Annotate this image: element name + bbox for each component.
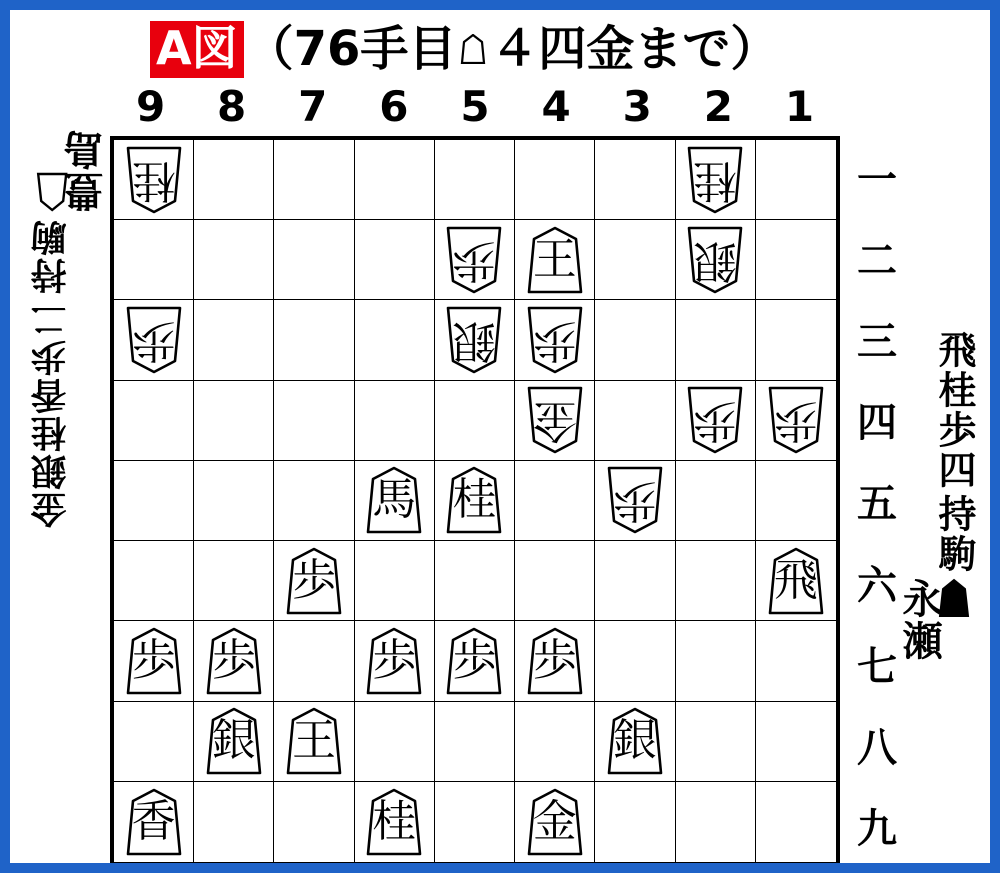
board-cell[interactable]	[114, 621, 194, 701]
piece-glyph: 金	[532, 395, 577, 447]
gote-hand-column	[32, 218, 73, 294]
board-cell[interactable]	[595, 702, 675, 782]
sente-hand-pieces-column	[933, 330, 974, 490]
shogi-piece[interactable]	[442, 626, 506, 696]
gote-player-panel	[32, 128, 109, 528]
shogi-piece[interactable]	[683, 385, 747, 455]
board-cell[interactable]	[274, 541, 354, 621]
shogi-piece[interactable]	[442, 225, 506, 295]
shogi-piece[interactable]	[523, 305, 587, 375]
piece-glyph: 歩	[211, 634, 256, 686]
board-cell[interactable]	[355, 621, 435, 701]
shogi-piece[interactable]	[523, 787, 587, 857]
board-cell[interactable]	[114, 300, 194, 380]
shogi-piece[interactable]	[122, 305, 186, 375]
board-cell[interactable]	[756, 381, 836, 461]
board-cell[interactable]	[194, 621, 274, 701]
piece-glyph: 歩	[131, 315, 176, 367]
board-cell[interactable]	[274, 140, 354, 220]
board-cell[interactable]	[676, 541, 756, 621]
rank-label: 四	[857, 400, 897, 447]
board-cell[interactable]	[515, 220, 595, 300]
board-cell[interactable]	[435, 381, 515, 461]
board-cell[interactable]	[676, 381, 756, 461]
file-label: 6	[379, 82, 409, 131]
board-cell[interactable]	[355, 300, 435, 380]
shogi-piece[interactable]	[603, 465, 667, 535]
board-cell[interactable]	[114, 702, 194, 782]
sente-hand-pieces: 飛桂歩四	[932, 330, 976, 490]
shogi-piece[interactable]	[362, 465, 426, 535]
board-cell[interactable]	[274, 381, 354, 461]
file-label: 7	[298, 82, 328, 131]
board-cell[interactable]	[274, 702, 354, 782]
rank-label: 九	[857, 805, 897, 852]
file-label: 2	[703, 82, 733, 131]
board-cell[interactable]	[435, 220, 515, 300]
board-cell[interactable]	[355, 782, 435, 862]
rank-label: 六	[857, 562, 897, 609]
board-cell[interactable]	[676, 140, 756, 220]
shogi-piece[interactable]	[442, 305, 506, 375]
shogi-piece[interactable]	[764, 546, 828, 616]
gote-name-column	[32, 128, 109, 212]
shogi-piece[interactable]	[764, 385, 828, 455]
gote-name: 豊島	[64, 128, 110, 212]
shogi-piece[interactable]	[523, 626, 587, 696]
board-cell[interactable]	[515, 541, 595, 621]
board-cell[interactable]	[515, 702, 595, 782]
piece-glyph: 馬	[372, 474, 417, 526]
rank-label: 二	[857, 238, 897, 285]
shogi-piece[interactable]	[122, 626, 186, 696]
board-cell[interactable]	[676, 220, 756, 300]
board-cell[interactable]	[274, 461, 354, 541]
board-cell[interactable]	[114, 220, 194, 300]
piece-glyph: 桂	[372, 795, 417, 847]
board-cell[interactable]	[435, 541, 515, 621]
file-label: 9	[135, 82, 166, 131]
shogi-piece[interactable]	[683, 225, 747, 295]
board-cell[interactable]	[355, 461, 435, 541]
board-cell[interactable]	[676, 621, 756, 701]
board-cell[interactable]	[756, 702, 836, 782]
file-label: 1	[784, 82, 815, 131]
shogi-piece[interactable]	[362, 626, 426, 696]
diagram-badge: A図	[150, 21, 244, 78]
shogi-piece[interactable]	[683, 145, 747, 215]
piece-glyph: 金	[532, 795, 577, 847]
file-label: 4	[541, 82, 571, 131]
board-cell[interactable]	[676, 782, 756, 862]
rank-label: 五	[857, 481, 897, 528]
board-cell[interactable]	[595, 541, 675, 621]
board-cell[interactable]	[194, 782, 274, 862]
gote-hand-pieces: 金銀桂香歩二	[31, 300, 72, 528]
board-cell[interactable]	[676, 702, 756, 782]
piece-glyph: 歩	[773, 395, 818, 447]
board-cell[interactable]	[756, 782, 836, 862]
board-cell[interactable]	[676, 300, 756, 380]
sente-hand-label: 持駒	[932, 494, 976, 574]
sente-name: 永瀬	[896, 578, 942, 662]
board-cell[interactable]	[355, 140, 435, 220]
piece-glyph: 香	[131, 795, 176, 847]
shogi-piece[interactable]	[442, 465, 506, 535]
gote-koma-icon	[32, 172, 66, 212]
board-cell[interactable]	[595, 782, 675, 862]
shogi-piece[interactable]	[282, 546, 346, 616]
board-cell[interactable]	[194, 461, 274, 541]
piece-glyph: 王	[532, 233, 577, 285]
file-labels	[110, 82, 840, 130]
rank-label: 八	[857, 724, 897, 771]
board-cell[interactable]	[114, 381, 194, 461]
board-cell[interactable]	[194, 220, 274, 300]
board-cell[interactable]	[114, 541, 194, 621]
shogi-piece[interactable]	[603, 706, 667, 776]
gote-hand-pieces-column	[32, 300, 73, 528]
board-cell[interactable]	[435, 140, 515, 220]
sente-hand-column	[933, 494, 974, 574]
shogi-piece-icon	[460, 34, 486, 64]
title-text-before: （76手目	[245, 21, 457, 77]
file-label: 8	[217, 82, 247, 131]
shogi-piece[interactable]	[202, 626, 266, 696]
board-cell[interactable]	[515, 782, 595, 862]
board-cell[interactable]	[274, 220, 354, 300]
file-label: 5	[460, 82, 490, 131]
board-cell[interactable]	[595, 220, 675, 300]
board-cell[interactable]	[756, 140, 836, 220]
piece-glyph: 銀	[211, 715, 256, 767]
board-cell[interactable]	[114, 782, 194, 862]
piece-glyph: 飛	[773, 554, 818, 606]
rank-label: 三	[857, 319, 897, 366]
rank-label: 七	[857, 643, 897, 690]
board-cell[interactable]	[515, 461, 595, 541]
board-cell[interactable]	[355, 381, 435, 461]
piece-glyph: 歩	[532, 634, 577, 686]
board-cell[interactable]	[355, 702, 435, 782]
file-label: 3	[622, 82, 652, 131]
board-cell[interactable]	[595, 300, 675, 380]
board-cell[interactable]	[515, 381, 595, 461]
sente-name-column	[897, 578, 974, 662]
piece-glyph: 歩	[292, 554, 337, 606]
title-text-after: ４四金まで）	[490, 21, 779, 77]
piece-glyph: 歩	[612, 475, 657, 527]
board-cell[interactable]	[595, 461, 675, 541]
piece-glyph: 歩	[693, 395, 738, 447]
piece-glyph: 銀	[612, 715, 657, 767]
shogi-piece[interactable]	[282, 706, 346, 776]
board-cell[interactable]	[274, 782, 354, 862]
board-cell[interactable]	[274, 621, 354, 701]
sente-player-panel	[897, 330, 974, 662]
piece-glyph: 桂	[693, 154, 738, 206]
piece-glyph: 歩	[452, 234, 497, 286]
board-cell[interactable]	[274, 300, 354, 380]
diagram-title	[150, 18, 778, 80]
board-cell[interactable]	[355, 541, 435, 621]
shogi-piece[interactable]	[523, 225, 587, 295]
board-cell[interactable]	[114, 461, 194, 541]
board-wrapper	[110, 136, 840, 866]
shogi-piece[interactable]	[202, 706, 266, 776]
board-cell[interactable]	[756, 220, 836, 300]
piece-glyph: 桂	[131, 154, 176, 206]
board-cell[interactable]	[355, 220, 435, 300]
shogi-piece[interactable]	[362, 787, 426, 857]
board-cell[interactable]	[194, 702, 274, 782]
piece-glyph: 王	[292, 715, 337, 767]
board-cell[interactable]	[194, 381, 274, 461]
sente-koma-icon	[940, 578, 974, 618]
shogi-piece[interactable]	[122, 787, 186, 857]
board-cell[interactable]	[676, 461, 756, 541]
board-cell[interactable]	[756, 461, 836, 541]
board-cell[interactable]	[435, 702, 515, 782]
piece-glyph: 銀	[693, 234, 738, 286]
shogi-piece[interactable]	[523, 385, 587, 455]
board-cell[interactable]	[756, 300, 836, 380]
board-cell[interactable]	[515, 300, 595, 380]
board-cell[interactable]	[435, 461, 515, 541]
board-cell[interactable]	[435, 300, 515, 380]
board-cell[interactable]	[756, 541, 836, 621]
board-cell[interactable]	[194, 140, 274, 220]
board-cell[interactable]	[595, 381, 675, 461]
piece-glyph: 歩	[532, 315, 577, 367]
piece-glyph: 歩	[131, 634, 176, 686]
board-cell[interactable]	[515, 621, 595, 701]
board-cell[interactable]	[194, 300, 274, 380]
piece-glyph: 桂	[452, 474, 497, 526]
board-cell[interactable]	[435, 621, 515, 701]
board-cell[interactable]	[114, 140, 194, 220]
shogi-board[interactable]	[110, 136, 840, 866]
piece-glyph: 歩	[372, 634, 417, 686]
shogi-piece[interactable]	[122, 145, 186, 215]
board-cell[interactable]	[756, 621, 836, 701]
board-cell[interactable]	[595, 621, 675, 701]
board-cell[interactable]	[194, 541, 274, 621]
rank-label: 一	[857, 157, 897, 204]
piece-glyph: 銀	[452, 315, 497, 367]
board-cell[interactable]	[515, 140, 595, 220]
gote-hand-label: 持駒	[31, 218, 72, 294]
board-cell[interactable]	[595, 140, 675, 220]
piece-glyph: 歩	[452, 634, 497, 686]
board-cell[interactable]	[435, 782, 515, 862]
